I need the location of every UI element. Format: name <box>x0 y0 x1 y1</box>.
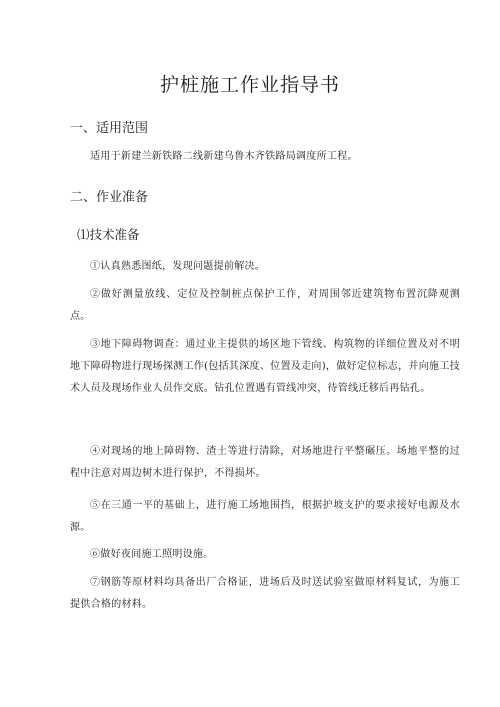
section-heading-scope: 一、适用范围 <box>70 121 149 136</box>
scope-paragraph: 适用于新建兰新铁路二线新建乌鲁木齐铁路局调度所工程。 <box>90 151 358 162</box>
list-item: ①认真熟悉图纸，发现问题提前解决。 <box>90 261 266 272</box>
list-item: ②做好测量放线、定位及控制桩点保护工作，对周围邻近建筑物布置沉降观测点。 <box>70 289 460 322</box>
subsection-heading-technical: ⑴技术准备 <box>77 227 140 242</box>
list-item: ④对现场的地上障碍物、渣土等进行清除，对场地进行平整碾压。场地平整的过程中注意对周边树木进行保护，不得损坏。 <box>70 446 460 479</box>
list-item: ③地下障碍物调查：通过业主提供的场区地下管线、构筑物的详细位置及对不明地下障碍物进行现场探测工作(包括其深度、位置及走向)，做好定位标志，并向施工技术人员及现场作业人员作交底。钻孔位置遇有管线冲突，待管线迁移后再钻孔。 <box>70 339 460 394</box>
section-heading-preparation: 二、作业准备 <box>70 190 149 205</box>
list-item: ⑥做好夜间施工照明设施。 <box>90 549 214 560</box>
list-item: ⑤在三通一平的基础上，进行施工场地围挡，根据护坡支护的要求接好电源及水源。 <box>70 500 460 533</box>
document-title: 护桩施工作业指导书 <box>159 74 340 96</box>
list-item: ⑦钢筋等原材料均具备出厂合格证，进场后及时送试验室做原材料复试，为施工提供合格的材料。 <box>70 577 460 610</box>
